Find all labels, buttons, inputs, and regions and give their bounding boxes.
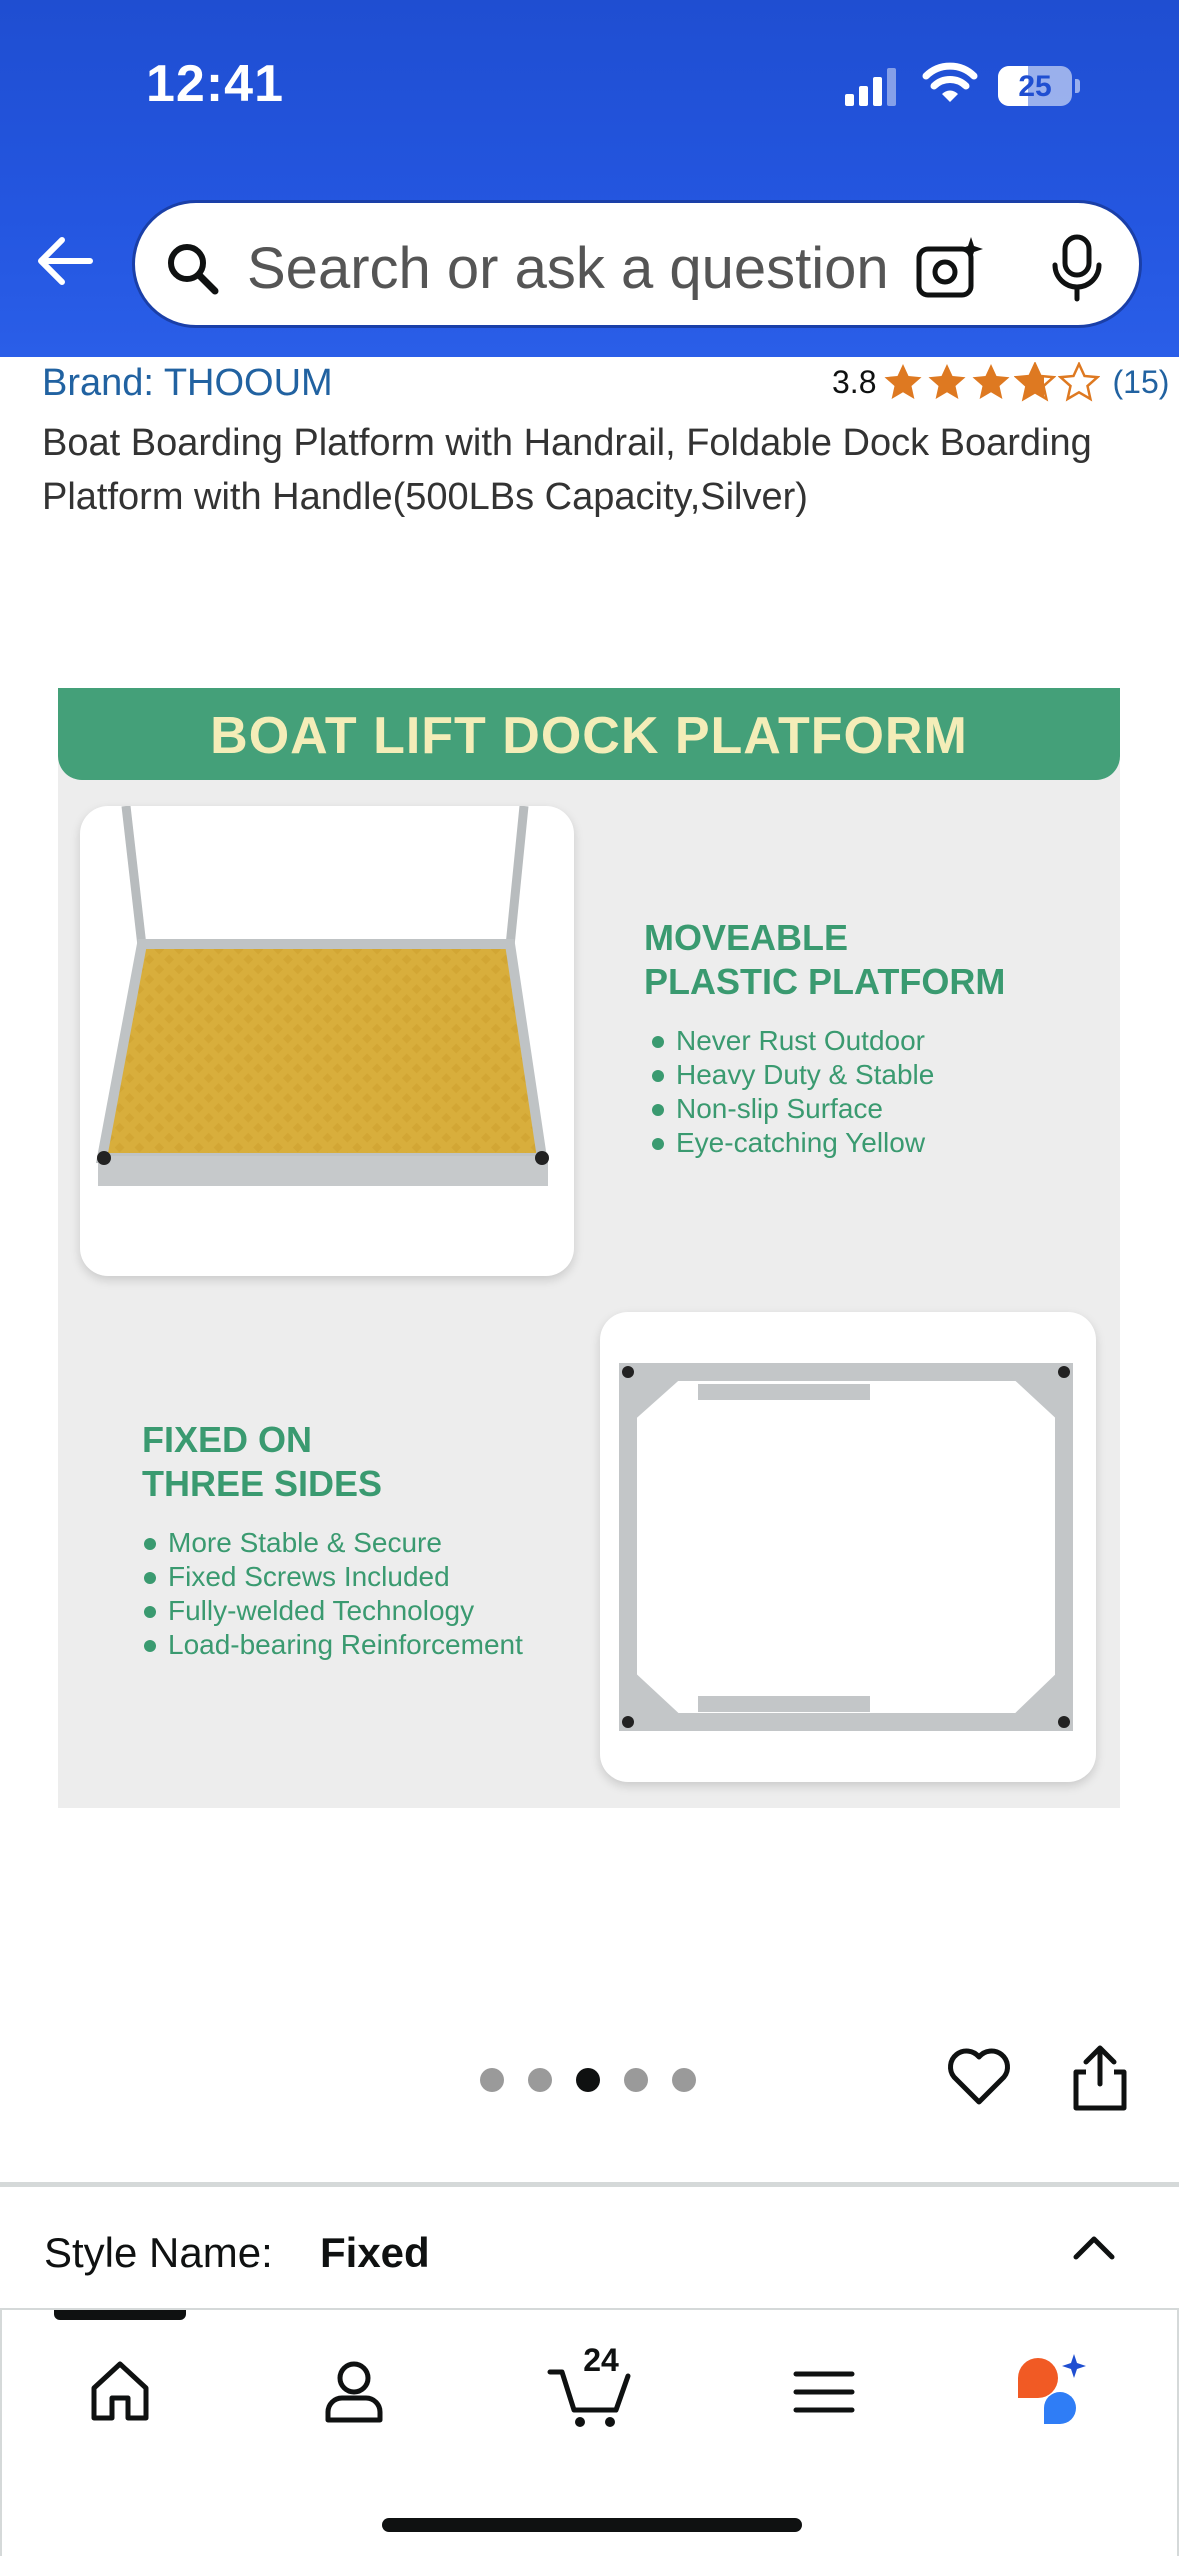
frame-photo-card [600, 1312, 1096, 1782]
platform-photo-card [80, 806, 574, 1276]
style-selector[interactable] [0, 2187, 1179, 2307]
section2-bullets [142, 1526, 523, 1662]
star-half-icon [1014, 362, 1056, 402]
star-icon [970, 362, 1012, 402]
search-placeholder: Search or ask a question [247, 236, 889, 301]
frame-illustration [600, 1312, 1096, 1782]
cart-button[interactable] [546, 2342, 642, 2432]
section2-heading [142, 1418, 382, 1506]
product-title: Boat Boarding Platform with Handrail, Foldable Dock Boarding Platform with Handle(500LBs Capacity,Silver) [42, 422, 1092, 518]
home-icon[interactable] [80, 2352, 160, 2432]
star-icon [926, 362, 968, 402]
star-empty-icon [1058, 362, 1100, 402]
wifi-icon [922, 62, 978, 106]
search-input[interactable] [132, 200, 1142, 328]
list-item: Fully-welded Technology [142, 1594, 523, 1628]
section1-heading [644, 916, 1005, 1004]
brand-link[interactable]: Brand: THOOUM [42, 362, 333, 404]
cellular-signal-icon [845, 66, 897, 106]
microphone-icon[interactable] [1047, 233, 1107, 303]
banner-text: BOAT LIFT DOCK PLATFORM [210, 707, 968, 765]
app-header [0, 0, 1179, 357]
search-icon [165, 241, 221, 297]
carousel-dot-active[interactable] [576, 2068, 600, 2092]
back-arrow-icon[interactable] [30, 226, 100, 296]
chevron-up-icon[interactable] [1068, 2227, 1120, 2267]
bottom-nav [0, 2308, 1179, 2556]
rating-value: 3.8 [832, 363, 877, 400]
style-label: Style Name: [44, 2229, 273, 2276]
section1-heading-line1: MOVEABLE [644, 917, 849, 958]
list-item: Fixed Screws Included [142, 1560, 523, 1594]
list-item: Non-slip Surface [650, 1092, 934, 1126]
home-indicator [382, 2518, 802, 2532]
section2-heading-line1: FIXED ON [142, 1419, 313, 1460]
star-icon [882, 362, 924, 402]
product-image[interactable] [58, 688, 1120, 1808]
active-tab-indicator [54, 2310, 186, 2320]
rating-count: (15) [1112, 363, 1170, 400]
camera-search-icon[interactable] [915, 235, 985, 301]
share-icon[interactable] [1070, 2042, 1130, 2112]
rufus-icon[interactable] [1012, 2352, 1092, 2432]
list-item: Never Rust Outdoor [650, 1024, 934, 1058]
list-item: Heavy Duty & Stable [650, 1058, 934, 1092]
star-rating [882, 362, 1102, 402]
menu-icon[interactable] [784, 2352, 864, 2432]
rating-summary[interactable] [832, 360, 1169, 404]
list-item: Eye-catching Yellow [650, 1126, 934, 1160]
carousel-dot[interactable] [672, 2068, 696, 2092]
section1-heading-line2: PLASTIC PLATFORM [644, 961, 1006, 1002]
cart-count: 24 [583, 2342, 619, 2378]
list-item: Load-bearing Reinforcement [142, 1628, 523, 1662]
carousel-dot[interactable] [528, 2068, 552, 2092]
status-time: 12:41 [146, 55, 284, 113]
carousel-dot[interactable] [480, 2068, 504, 2092]
carousel-dot[interactable] [624, 2068, 648, 2092]
heart-icon[interactable] [946, 2044, 1012, 2110]
image-banner [58, 688, 1120, 780]
carousel-dots[interactable] [480, 2068, 720, 2092]
battery-level: 25 [1018, 70, 1052, 103]
account-icon[interactable] [314, 2352, 394, 2432]
style-value: Fixed [320, 2229, 430, 2276]
platform-illustration [80, 806, 574, 1276]
section2-heading-line2: THREE SIDES [142, 1463, 383, 1504]
section1-bullets [650, 1024, 934, 1160]
battery-icon [998, 66, 1078, 106]
list-item: More Stable & Secure [142, 1526, 523, 1560]
